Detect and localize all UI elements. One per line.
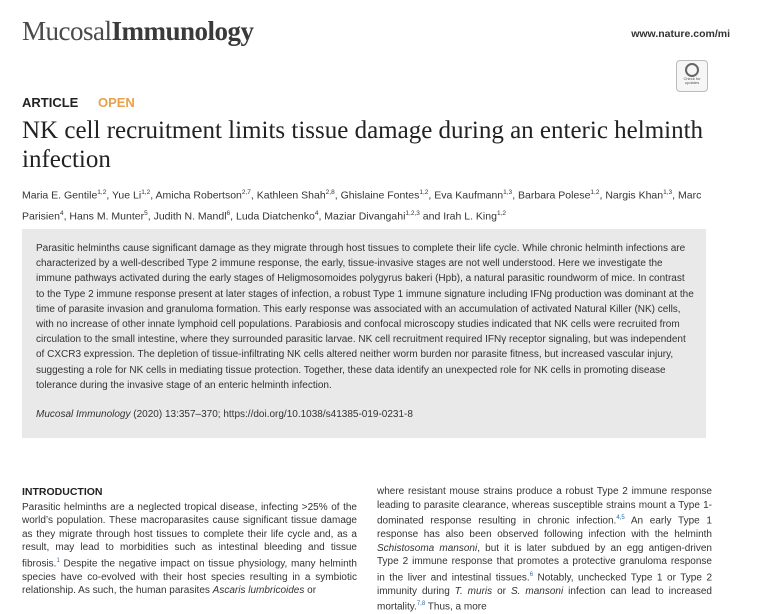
- reference-link[interactable]: 7,8: [416, 601, 426, 608]
- intro-right-column: [377, 485, 712, 614]
- check-updates-label: Check for updates: [683, 76, 701, 85]
- author-name[interactable]: Eva Kaufmann: [434, 189, 504, 202]
- intro-left-column: [22, 486, 357, 598]
- reference-link[interactable]: 1: [56, 557, 60, 564]
- author-affiliation[interactable]: 2,8: [325, 189, 335, 196]
- citation-doi[interactable]: (2020) 13:357–370; https://doi.org/10.1038/s41385-019-0231-8: [130, 409, 413, 421]
- intro-heading: INTRODUCTION: [22, 486, 103, 498]
- citation-line: [36, 407, 694, 422]
- journal-name-part2: Immunology: [111, 16, 254, 46]
- author-affiliation[interactable]: 6: [226, 209, 231, 217]
- author-affiliation[interactable]: 1,2,3: [405, 209, 420, 217]
- author-affiliation[interactable]: 1,2: [419, 189, 429, 196]
- author-affiliation[interactable]: 1,2: [141, 189, 151, 196]
- author-name[interactable]: Kathleen Shah: [256, 189, 326, 202]
- author-affiliation[interactable]: 4: [314, 209, 319, 217]
- intro-left-text3: or: [304, 585, 317, 597]
- author-name[interactable]: Judith N. Mandl: [153, 210, 227, 222]
- journal-url-link[interactable]: www.nature.com/mi: [631, 28, 730, 40]
- author-affiliation[interactable]: 1,3: [663, 189, 673, 196]
- author-name[interactable]: Maria E. Gentile: [22, 189, 98, 202]
- abstract-box: [22, 229, 706, 438]
- intro-left-text: Parasitic helminths are a neglected tropical disease, infecting >25% of the world’s population. These macroparasites cause significant tissue damage as they migrate through host tissues to complete their life cycle and, as a result, may lead to morbidities such as intestinal bleeding and tissue fibrosis.: [22, 501, 357, 570]
- intro-left-text2: Despite the negative impact on tissue physiology, many helminth species have co-evolved with their host species resulting in a symbiotic relationship. As such, the human parasites: [22, 558, 357, 597]
- author-name[interactable]: Yue Li: [111, 189, 142, 202]
- species-name: S. mansoni: [510, 585, 564, 597]
- species-name: Schistosoma mansoni: [377, 542, 478, 554]
- intro-right-text7: Thus, a more: [425, 601, 487, 613]
- reference-link[interactable]: 4,5: [616, 515, 625, 522]
- abstract-text: Parasitic helminths cause significant damage as they migrate through host tissues to complete their life cycle. While chronic helminth infections are characterized by a well-described Type 2 immune response, the early, tissue-invasive stages are not well understood. Here we investigate the immune pathways activated during the early stages of Heligmosomoides polygyrus bakeri (Hpb), a natural parasitic roundworm of mice. In contrast to the Type 2 immune response present at later stages of infection, a robust Type 1 immune signature including IFNg production was dominant at the time of parasite invasion and granuloma formation. This early response was associated with an accumulation of activated Natural Killer (NK) cells, with no increase of other innate lymphoid cell populations. Parabiosis and confocal microscopy studies indicated that NK cells were recruited from circulation to the small intestine, where they surrounded parasitic larvae. NK cell recruitment required IFNγ receptor signaling, but was independent of CXCR3 expression. The depletion of tissue-infiltrating NK cells altered neither worm burden nor parasite fitness, but increased vascular injury, suggesting a role for NK cells in mediating tissue protection. Together, these data identify an unexpected role for NK cells in promoting disease tolerance during the invasive stage of an enteric helminth infection.: [36, 243, 694, 391]
- author-affiliation[interactable]: 1,2: [97, 189, 107, 196]
- reference-link[interactable]: 6: [529, 571, 534, 578]
- author-affiliation[interactable]: 4: [59, 209, 64, 217]
- journal-logo[interactable]: [22, 16, 254, 47]
- author-affiliation[interactable]: 1,2: [590, 189, 600, 196]
- author-name[interactable]: Marc Parisien: [22, 189, 702, 222]
- intro-right-text5: or: [492, 585, 511, 597]
- check-updates-icon: [685, 63, 699, 77]
- author-name[interactable]: Irah L. King: [443, 210, 497, 222]
- author-affiliation[interactable]: 1,2: [496, 209, 506, 217]
- intro-left-paragraph: [22, 501, 357, 598]
- intro-right-text1: where resistant mouse strains produce a robust Type 2 immune response leading to parasite clearance, whereas susceptible strains mount a Type 1-dominated response resulting in chronic infection.: [377, 486, 712, 527]
- author-affiliation[interactable]: 2,7: [241, 189, 251, 196]
- author-name[interactable]: Luda Diatchenko: [236, 210, 315, 222]
- author-affiliation[interactable]: 1,3: [503, 189, 513, 196]
- intro-right-paragraph: [377, 485, 712, 614]
- species-name: Ascaris lumbricoides: [212, 585, 305, 597]
- article-type-label: ARTICLE: [22, 95, 79, 110]
- intro-right-text4: Notably, unchecked Type 1 or Type 2 immunity during: [377, 572, 712, 597]
- author-name[interactable]: Maziar Divangahi: [324, 210, 406, 222]
- intro-right-text3: , but it is later subdued by an egg antigen-driven Type 2 immune response that promotes a protective granuloma response in the liver and intestinal tissues.: [377, 542, 712, 584]
- author-name[interactable]: Amicha Robertson: [155, 189, 242, 202]
- citation-journal: Mucosal Immunology: [36, 409, 131, 421]
- author-name[interactable]: Nargis Khan: [605, 189, 664, 202]
- author-affiliation[interactable]: 5: [144, 209, 148, 217]
- author-list: Maria E. Gentile$^{1,2}$, Yue Li$^{1,2}$, Amicha Robertson$^{2,7}$, Kathleen Shah$^{2,8}$, Ghislaine Fontes$^{1,2}$, Eva Kaufmann$^{1,3}$, Barbara Polese$^{1,2}$, Nargis Khan$^{1,3}$, Marc Parisien$^4$, Hans M. Munter$^5$, Judith N. Mandl$^6$, Luda Diatchenko$^4$, Maziar Divangahi$^{1,2,3}$ and Irah L. King$^{1,2}$: [22, 189, 702, 222]
- author-name[interactable]: Ghislaine Fontes: [340, 189, 420, 202]
- author-name[interactable]: Hans M. Munter: [69, 210, 145, 222]
- open-access-label: OPEN: [97, 95, 135, 110]
- check-for-updates-badge[interactable]: [676, 60, 708, 92]
- species-name: T. muris: [454, 585, 493, 597]
- journal-name-part1: Mucosal: [22, 16, 112, 46]
- article-type-row: [22, 95, 135, 110]
- article-title: NK cell recruitment limits tissue damage during an enteric helminth infection: [22, 117, 704, 173]
- author-name[interactable]: Barbara Polese: [518, 189, 591, 202]
- intro-right-text2: An early Type 1 response has also been observed following infection with the helminth: [377, 515, 712, 541]
- intro-right-text6: infection can lead to increased mortality.: [377, 585, 712, 613]
